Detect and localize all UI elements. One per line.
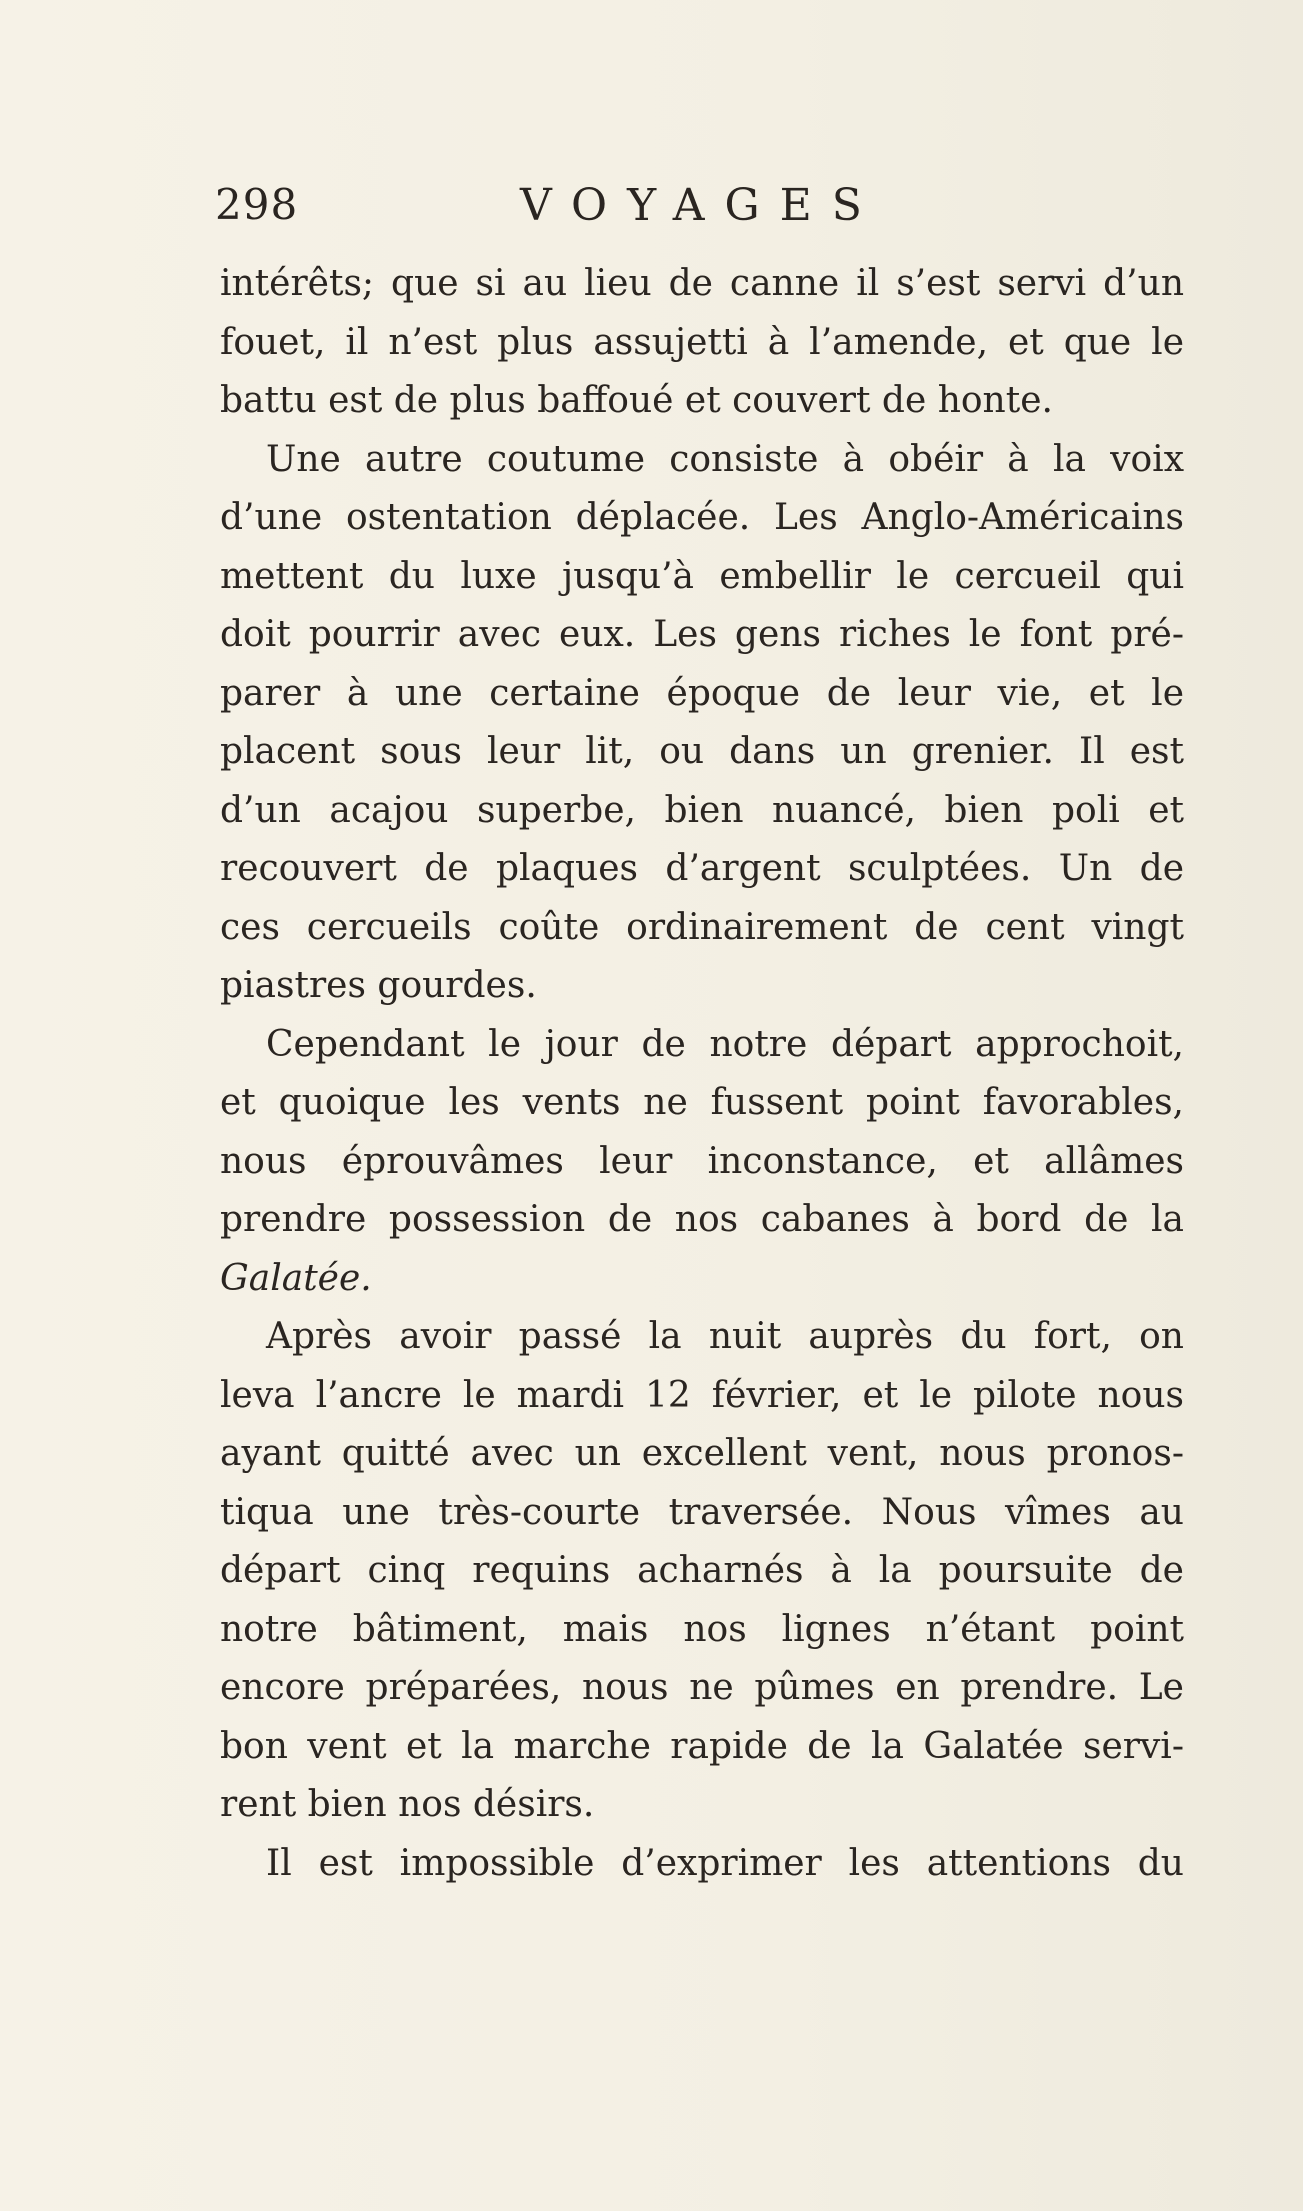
text-line: ayant quitté avec un excellent vent, nous pronos-: [220, 1433, 1184, 1474]
text-line: tiqua une très-courte traversée. Nous vîmes au: [220, 1491, 1184, 1533]
text-line: bon vent et la marche rapide de la Galatée servi-: [220, 1725, 1184, 1767]
text-line: doit pourrir avec eux. Les gens riches le font pré-: [220, 614, 1184, 655]
paragraph-start-line: Une autre coutume consiste à obéir à la voix: [266, 438, 1184, 480]
paragraph-start-line: Il est impossible d’exprimer les attentions du: [266, 1842, 1184, 1884]
text-line: prendre possession de nos cabanes à bord de la: [220, 1199, 1184, 1240]
text-line: intérêts; que si au lieu de canne il s’est servi d’un: [220, 263, 1184, 304]
text-line: d’une ostentation déplacée. Les Anglo-Américains: [220, 497, 1184, 538]
text-line: encore préparées, nous ne pûmes en prendre. Le: [220, 1667, 1184, 1708]
body-text: [220, 255, 1184, 1893]
running-title: VOYAGES: [520, 180, 882, 231]
text-line: piastres gourdes.: [220, 965, 537, 1006]
page-number: 298: [215, 180, 299, 229]
paragraph-start-line: Cependant le jour de notre départ approchoit,: [266, 1023, 1184, 1065]
text-line: rent bien nos désirs.: [220, 1784, 595, 1825]
text-line: recouvert de plaques d’argent sculptées. Un de: [220, 848, 1184, 889]
text-line: fouet, il n’est plus assujetti à l’amende, et que le: [220, 321, 1184, 363]
ship-name-line: Galatée.: [220, 1257, 372, 1299]
text-line: d’un acajou superbe, bien nuancé, bien poli et: [220, 789, 1184, 831]
text-line: leva l’ancre le mardi 12 février, et le pilote nous: [220, 1374, 1184, 1416]
text-line: placent sous leur lit, ou dans un grenier. Il est: [220, 731, 1184, 772]
text-line: parer à une certaine époque de leur vie, et le: [220, 672, 1184, 714]
text-line: ces cercueils coûte ordinairement de cent vingt: [220, 906, 1184, 948]
paragraph-start-line: Après avoir passé la nuit auprès du fort, on: [266, 1316, 1184, 1357]
text-line: battu est de plus baffoué et couvert de honte.: [220, 380, 1053, 421]
text-line: notre bâtiment, mais nos lignes n’étant point: [220, 1608, 1184, 1650]
text-line: nous éprouvâmes leur inconstance, et allâmes: [220, 1140, 1184, 1182]
text-line: mettent du luxe jusqu’à embellir le cercueil qui: [220, 555, 1184, 597]
text-line: départ cinq requins acharnés à la poursuite de: [220, 1550, 1184, 1591]
text-line: et quoique les vents ne fussent point favorables,: [220, 1082, 1184, 1123]
